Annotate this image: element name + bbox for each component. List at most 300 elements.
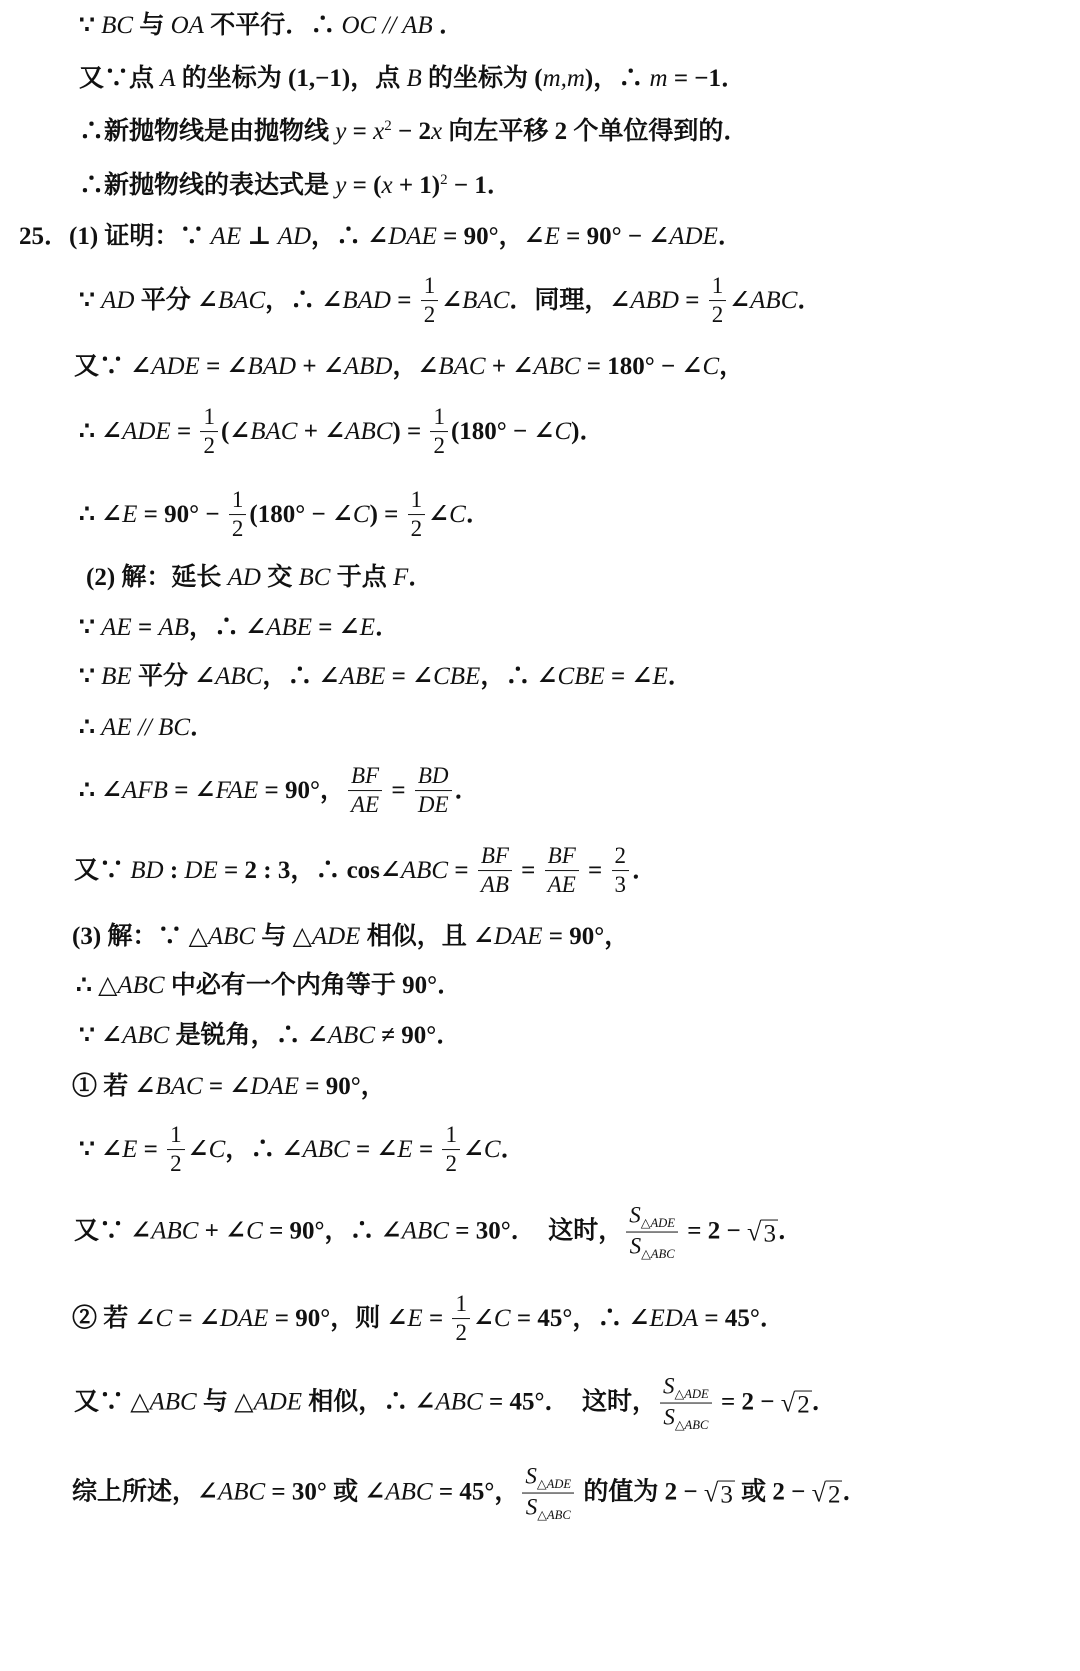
text-segment: ) = xyxy=(369,501,405,528)
radicand: √ 2 xyxy=(797,1391,810,1419)
fraction-term: AB xyxy=(480,872,509,898)
math-expression: ABC xyxy=(217,1479,266,1506)
fraction-numerator xyxy=(408,487,426,515)
math-expression: CBE xyxy=(433,663,481,690)
subscript: △ABC xyxy=(674,1417,709,1432)
math-expression: BAC xyxy=(250,418,298,445)
fraction-term: 1 xyxy=(203,404,215,430)
solution-line xyxy=(79,662,693,692)
math-expression: A xyxy=(160,65,176,92)
math-expression: y xyxy=(335,118,347,145)
math-expression: m,m xyxy=(542,65,585,92)
text-segment: = ∠ xyxy=(385,663,434,690)
text-segment: ∠ xyxy=(462,1136,484,1163)
fraction-denominator xyxy=(709,302,727,329)
text-segment: − 2 xyxy=(391,118,431,145)
text-segment: = 90°， xyxy=(298,1073,386,1100)
fraction-term: 2 xyxy=(203,433,215,459)
text-segment: (∠ xyxy=(220,418,251,445)
text-segment: = 90° − ∠ xyxy=(559,223,670,250)
fraction-numerator xyxy=(200,404,218,432)
radicand: √ 3 xyxy=(720,1481,733,1509)
fraction xyxy=(229,487,247,543)
text-segment: = 90°， xyxy=(542,923,630,950)
text-segment: 又∵ xyxy=(74,857,131,884)
fraction-numerator xyxy=(452,1291,470,1319)
fraction-term: 2 xyxy=(170,1151,182,1177)
text-segment: = xyxy=(170,418,198,445)
text-segment: ，∠ xyxy=(392,353,439,380)
solution-line xyxy=(79,404,605,460)
text-segment: ． xyxy=(500,1136,526,1163)
text-segment: = 30°． 这时， xyxy=(448,1218,624,1245)
fraction xyxy=(430,404,448,460)
fraction-term: 1 xyxy=(423,273,436,299)
part-3-heading-line xyxy=(72,922,629,952)
fraction xyxy=(709,273,727,329)
math-expression: E xyxy=(397,1136,413,1163)
math-expression: E xyxy=(122,1136,138,1163)
text-segment: ．同理，∠ xyxy=(509,287,631,314)
fraction-term: 3 xyxy=(614,872,627,898)
fraction-term: S xyxy=(525,1463,537,1489)
text-segment: + ∠ xyxy=(198,1218,247,1245)
fraction-numerator xyxy=(421,273,439,301)
fraction-term: S xyxy=(662,1373,675,1399)
fraction-term: S xyxy=(525,1494,538,1520)
text-segment: ∴ ∠ xyxy=(79,777,123,804)
fraction-numerator xyxy=(522,1464,574,1494)
text-segment: = 90°，∴ ∠ xyxy=(262,1218,402,1245)
math-expression: ABD xyxy=(630,287,679,314)
fraction-term: 2 xyxy=(433,433,445,459)
fraction-denominator xyxy=(478,872,512,899)
text-segment: = xyxy=(581,857,609,884)
text-segment: (2) 解：延长 xyxy=(86,564,228,591)
text-segment: ． xyxy=(811,1389,837,1416)
fraction-term: DE xyxy=(417,792,449,818)
square-root xyxy=(704,1477,735,1509)
text-segment: 与 △ xyxy=(255,923,312,950)
text-segment: ． xyxy=(842,1479,868,1506)
text-segment: ∠ xyxy=(729,287,751,314)
math-expression: ABC xyxy=(149,1389,197,1416)
math-expression: C xyxy=(554,418,572,445)
math-expression: ADE xyxy=(122,418,171,445)
math-expression: ABC xyxy=(151,1218,199,1245)
math-expression: F xyxy=(392,564,409,591)
text-segment: = xyxy=(678,287,706,314)
math-expression: DAE xyxy=(250,1073,299,1100)
text-segment: ∵ xyxy=(79,614,102,641)
math-expression: ABC xyxy=(327,1022,375,1049)
text-segment: (180° − ∠ xyxy=(450,418,555,445)
math-expression: BC xyxy=(101,12,134,39)
text-segment: = xyxy=(422,1305,450,1332)
text-segment: ∴ xyxy=(79,714,102,741)
math-expression: BAD xyxy=(342,287,391,314)
fraction xyxy=(421,273,439,329)
math-expression: AD xyxy=(227,564,261,591)
text-segment: = 2 − xyxy=(714,1389,781,1416)
text-segment: = 45°． xyxy=(698,1305,785,1332)
text-segment: = xyxy=(131,614,159,641)
solution-line xyxy=(79,171,512,201)
text-segment: ∠ xyxy=(472,1305,494,1332)
fraction xyxy=(545,843,579,899)
text-segment: ∴新抛物线是由抛物线 xyxy=(79,118,336,145)
math-expression: ADE xyxy=(669,223,718,250)
text-segment: ，∴ ∠ xyxy=(265,287,343,314)
math-expression: AD xyxy=(277,223,312,250)
text-segment: ． xyxy=(797,287,823,314)
text-segment: = 45°， xyxy=(432,1479,520,1506)
fraction xyxy=(522,1464,574,1523)
text-segment: 综上所述，∠ xyxy=(72,1479,218,1506)
text-segment: 向左平移 2 个单位得到的． xyxy=(442,118,749,145)
fraction-term: 2 xyxy=(455,1320,467,1346)
text-segment: 相似，且 ∠ xyxy=(360,923,494,950)
fraction-numerator xyxy=(709,273,727,301)
square-root xyxy=(812,1477,843,1509)
math-expression: DE xyxy=(184,857,218,884)
text-segment: ② 若 ∠ xyxy=(72,1305,156,1332)
text-segment: (180° − ∠ xyxy=(249,501,353,528)
text-segment: = xyxy=(412,1136,440,1163)
text-segment: 与 △ xyxy=(196,1389,254,1416)
text-segment: 又∵ ∠ xyxy=(74,353,152,380)
text-segment: ∠ xyxy=(187,1136,209,1163)
text-segment: ． xyxy=(454,777,480,804)
math-expression: ADE xyxy=(253,1389,303,1416)
math-expression: BE xyxy=(101,663,132,690)
fraction-numerator xyxy=(167,1122,185,1150)
fraction xyxy=(612,843,630,899)
text-segment: 的坐标为 (1,−1)，点 xyxy=(175,65,407,92)
math-expression: BAC xyxy=(462,287,510,314)
fraction-denominator xyxy=(200,433,218,460)
superscript: 2 xyxy=(440,172,448,188)
text-segment: = 45°，∴ ∠ xyxy=(510,1305,650,1332)
math-expression: ABC xyxy=(750,287,798,314)
text-segment: 又∵点 xyxy=(79,65,161,92)
math-expression: ABC xyxy=(385,1479,433,1506)
math-expression: AE xyxy=(210,223,242,250)
fraction-term: BD xyxy=(417,763,449,789)
text-segment: = ∠ xyxy=(172,1305,220,1332)
fraction-denominator xyxy=(612,872,630,899)
math-expression: C xyxy=(483,1136,501,1163)
text-segment: = xyxy=(448,857,475,884)
radicand: √ 3 xyxy=(763,1220,776,1248)
text-segment: )． xyxy=(571,418,605,445)
text-segment: ． xyxy=(465,501,491,528)
case-1-line xyxy=(72,1072,386,1102)
fraction xyxy=(348,763,382,819)
part-2-heading-line xyxy=(86,563,433,593)
text-segment: ∵ ∠ xyxy=(79,1136,123,1163)
math-expression: ABC xyxy=(401,1218,449,1245)
math-expression: EDA xyxy=(649,1305,699,1332)
text-segment: ． xyxy=(777,1218,803,1245)
text-segment: )，∴ xyxy=(584,65,650,92)
math-expression: ABE xyxy=(266,614,313,641)
fraction-denominator xyxy=(408,516,426,543)
solution-line xyxy=(79,613,400,643)
text-segment: 中必有一个内角等于 90°． xyxy=(164,972,463,999)
fraction-denominator xyxy=(348,792,382,819)
math-expression: ABC xyxy=(207,923,256,950)
math-expression: BD xyxy=(130,857,164,884)
fraction-term: BF xyxy=(350,763,380,789)
math-expression: ABC xyxy=(215,663,263,690)
text-segment: ∴ ∠ xyxy=(79,418,123,445)
text-segment: = 180° − ∠ xyxy=(580,353,703,380)
text-segment: = xyxy=(390,287,418,314)
fraction-term: 2 xyxy=(231,516,244,542)
solution-line xyxy=(79,1021,461,1051)
math-expression: ADE xyxy=(311,923,361,950)
text-segment: = 45°． 这时， xyxy=(482,1389,657,1416)
math-expression: ABC xyxy=(117,972,165,999)
text-segment: = 90° − xyxy=(137,501,226,528)
text-segment: ∴ ∠ xyxy=(79,501,123,528)
fraction-numerator xyxy=(415,763,452,791)
fraction-term: 1 xyxy=(711,273,724,299)
math-expression: ABC xyxy=(302,1136,350,1163)
solution-line xyxy=(79,487,491,543)
text-segment: 于点 xyxy=(330,564,393,591)
math-expression: E xyxy=(122,501,138,528)
fraction-denominator xyxy=(421,302,439,329)
fraction-term: 1 xyxy=(410,487,423,513)
text-segment: (3) 解：∵ △ xyxy=(72,923,208,950)
math-expression: C xyxy=(208,1136,226,1163)
text-segment: + 1) xyxy=(392,172,441,199)
subscript: △ADE xyxy=(536,1476,572,1491)
text-segment: ∵ xyxy=(79,663,102,690)
solution-line xyxy=(79,64,746,94)
fraction-denominator xyxy=(452,1320,470,1347)
fraction-term: AE xyxy=(350,792,380,818)
fraction-numerator xyxy=(660,1374,712,1404)
text-segment: ． xyxy=(408,564,434,591)
math-expression: BAC xyxy=(155,1073,203,1100)
fraction xyxy=(660,1374,712,1433)
text-segment: = ∠ xyxy=(167,777,216,804)
fraction-term: 2 xyxy=(614,843,627,869)
text-segment: + ∠ xyxy=(296,353,344,380)
text-segment: + ∠ xyxy=(297,418,346,445)
solution-line xyxy=(76,971,462,1001)
text-segment: = xyxy=(514,857,542,884)
solution-line xyxy=(74,1374,837,1433)
fraction-numerator xyxy=(545,843,579,871)
square-root xyxy=(747,1216,778,1248)
math-expression: C xyxy=(702,353,720,380)
math-expression: AE // BC xyxy=(101,714,191,741)
text-segment: = xyxy=(346,118,374,145)
math-expression: BAC xyxy=(217,287,266,314)
solution-line xyxy=(74,1203,803,1262)
text-segment: = 90°，∠ xyxy=(436,223,545,250)
text-segment: 的值为 2 − xyxy=(577,1479,704,1506)
solution-line xyxy=(79,117,748,147)
math-expression: C xyxy=(155,1305,173,1332)
math-expression: E xyxy=(407,1305,423,1332)
text-segment: ． xyxy=(717,223,743,250)
text-segment: ① 若 ∠ xyxy=(72,1073,156,1100)
math-expression: BC xyxy=(298,564,331,591)
fraction-term: S xyxy=(663,1404,675,1430)
fraction-term: 2 xyxy=(423,302,436,328)
math-expression: B xyxy=(406,65,422,92)
text-segment: = ∠ xyxy=(202,1073,251,1100)
fraction xyxy=(415,763,452,819)
text-segment: ∠ xyxy=(428,501,450,528)
text-segment: 的坐标为 ( xyxy=(421,65,543,92)
text-segment: − 1． xyxy=(447,172,512,199)
text-segment: ∵ xyxy=(79,12,102,39)
text-segment: ， xyxy=(719,353,745,380)
math-expression: x xyxy=(381,172,393,199)
math-expression: AB xyxy=(158,614,189,641)
text-segment: = ∠ xyxy=(349,1136,398,1163)
fraction-term: S xyxy=(629,1233,642,1259)
solution-line xyxy=(79,11,464,41)
math-expression: AFB xyxy=(122,777,168,804)
math-expression: DAE xyxy=(388,223,437,250)
text-segment: = −1． xyxy=(667,65,747,92)
math-expression: E xyxy=(544,223,560,250)
math-expression: C xyxy=(493,1305,511,1332)
fraction xyxy=(626,1203,678,1262)
text-segment: ∠ xyxy=(441,287,463,314)
text-segment: 或 2 − xyxy=(734,1479,812,1506)
fraction-denominator xyxy=(167,1151,185,1178)
solution-line xyxy=(79,273,822,329)
problem-25-heading-line xyxy=(19,222,743,252)
math-expression: ABE xyxy=(339,663,386,690)
math-expression: C xyxy=(352,501,370,528)
fraction xyxy=(452,1291,470,1347)
fraction-numerator xyxy=(229,487,247,515)
math-expression: ABC xyxy=(435,1389,483,1416)
text-segment: + ∠ xyxy=(485,353,534,380)
fraction-term: 2 xyxy=(445,1151,457,1177)
fraction-term: BF xyxy=(480,843,509,869)
text-segment: 交 xyxy=(260,564,299,591)
math-expression: ABC xyxy=(345,418,393,445)
fraction-numerator xyxy=(430,404,448,432)
math-expression: DAE xyxy=(493,923,543,950)
text-segment: ，∴ ∠ xyxy=(189,614,267,641)
text-segment: = 2 : 3，∴ cos∠ xyxy=(217,857,401,884)
fraction-term: 1 xyxy=(231,487,244,513)
text-segment: ． xyxy=(632,857,658,884)
fraction-term: 1 xyxy=(433,404,445,430)
fraction-numerator xyxy=(626,1203,678,1233)
solution-line xyxy=(79,1122,526,1178)
text-segment: = 90°，则 ∠ xyxy=(268,1305,408,1332)
text-segment: ． xyxy=(190,714,216,741)
fraction-denominator xyxy=(430,433,448,460)
case-2-line xyxy=(72,1291,785,1347)
math-expression: FAE xyxy=(215,777,259,804)
text-segment: = xyxy=(385,777,412,804)
math-expression: BAC xyxy=(438,353,486,380)
text-segment: (1) 证明：∵ xyxy=(69,223,211,250)
fraction-term: BF xyxy=(547,843,576,869)
text-segment: 与 xyxy=(133,12,171,39)
math-expression: ABD xyxy=(343,353,393,380)
text-segment: ≠ 90°． xyxy=(375,1022,462,1049)
text-segment: ，∴ ∠ xyxy=(262,663,340,690)
math-expression: m xyxy=(649,65,668,92)
text-segment: ． xyxy=(667,663,693,690)
text-segment: = ( xyxy=(346,172,382,199)
fraction xyxy=(167,1122,185,1178)
text-segment: 不平行．∴ xyxy=(203,12,342,39)
text-segment: = ∠ xyxy=(604,663,653,690)
fraction xyxy=(442,1122,460,1178)
solution-line xyxy=(79,713,215,743)
math-expression: E xyxy=(359,614,376,641)
subscript: △ADE xyxy=(674,1386,709,1401)
fraction-denominator xyxy=(442,1151,460,1178)
text-segment: ∵ ∠ xyxy=(79,1022,123,1049)
text-segment: ∴新抛物线的表达式是 xyxy=(79,172,336,199)
math-expression: C xyxy=(449,501,466,528)
solution-line xyxy=(74,843,657,899)
math-expression: ABC xyxy=(122,1022,170,1049)
fraction-denominator xyxy=(627,1233,678,1262)
math-expression: ABC xyxy=(533,353,581,380)
math-expression: BAD xyxy=(247,353,297,380)
fraction xyxy=(478,843,512,899)
text-segment: ∴ △ xyxy=(76,972,118,999)
text-segment: 平分 ∠ xyxy=(131,663,216,690)
text-segment: = xyxy=(137,1136,165,1163)
radicand: √ 2 xyxy=(827,1481,841,1509)
math-expression: y xyxy=(335,172,347,199)
text-segment: 又∵ ∠ xyxy=(74,1218,152,1245)
text-segment: = 90°， xyxy=(258,777,345,804)
text-segment: = ∠ xyxy=(312,614,360,641)
fraction-numerator xyxy=(442,1122,460,1150)
text-segment: ，∴ ∠ xyxy=(311,223,389,250)
text-segment: 平分 ∠ xyxy=(134,287,218,314)
math-expression: AE xyxy=(101,614,132,641)
conclusion-line xyxy=(72,1464,868,1523)
math-expression: CBE xyxy=(557,663,605,690)
fraction-term: 1 xyxy=(170,1122,182,1148)
math-expression: ABC xyxy=(400,857,449,884)
text-segment: ． xyxy=(432,12,464,39)
text-segment: ) = xyxy=(392,418,428,445)
text-segment: ，∴ ∠ xyxy=(480,663,558,690)
fraction-numerator xyxy=(612,843,630,871)
math-expression: x xyxy=(373,118,385,145)
text-segment: : xyxy=(163,857,185,884)
text-segment: 相似，∴ ∠ xyxy=(302,1389,436,1416)
text-segment: = ∠ xyxy=(199,353,248,380)
math-expression: OC // AB xyxy=(341,12,433,39)
solution-line xyxy=(74,352,744,382)
fraction-term: S xyxy=(629,1202,641,1228)
text-segment: 是锐角，∴ ∠ xyxy=(169,1022,328,1049)
math-expression: DAE xyxy=(219,1305,269,1332)
